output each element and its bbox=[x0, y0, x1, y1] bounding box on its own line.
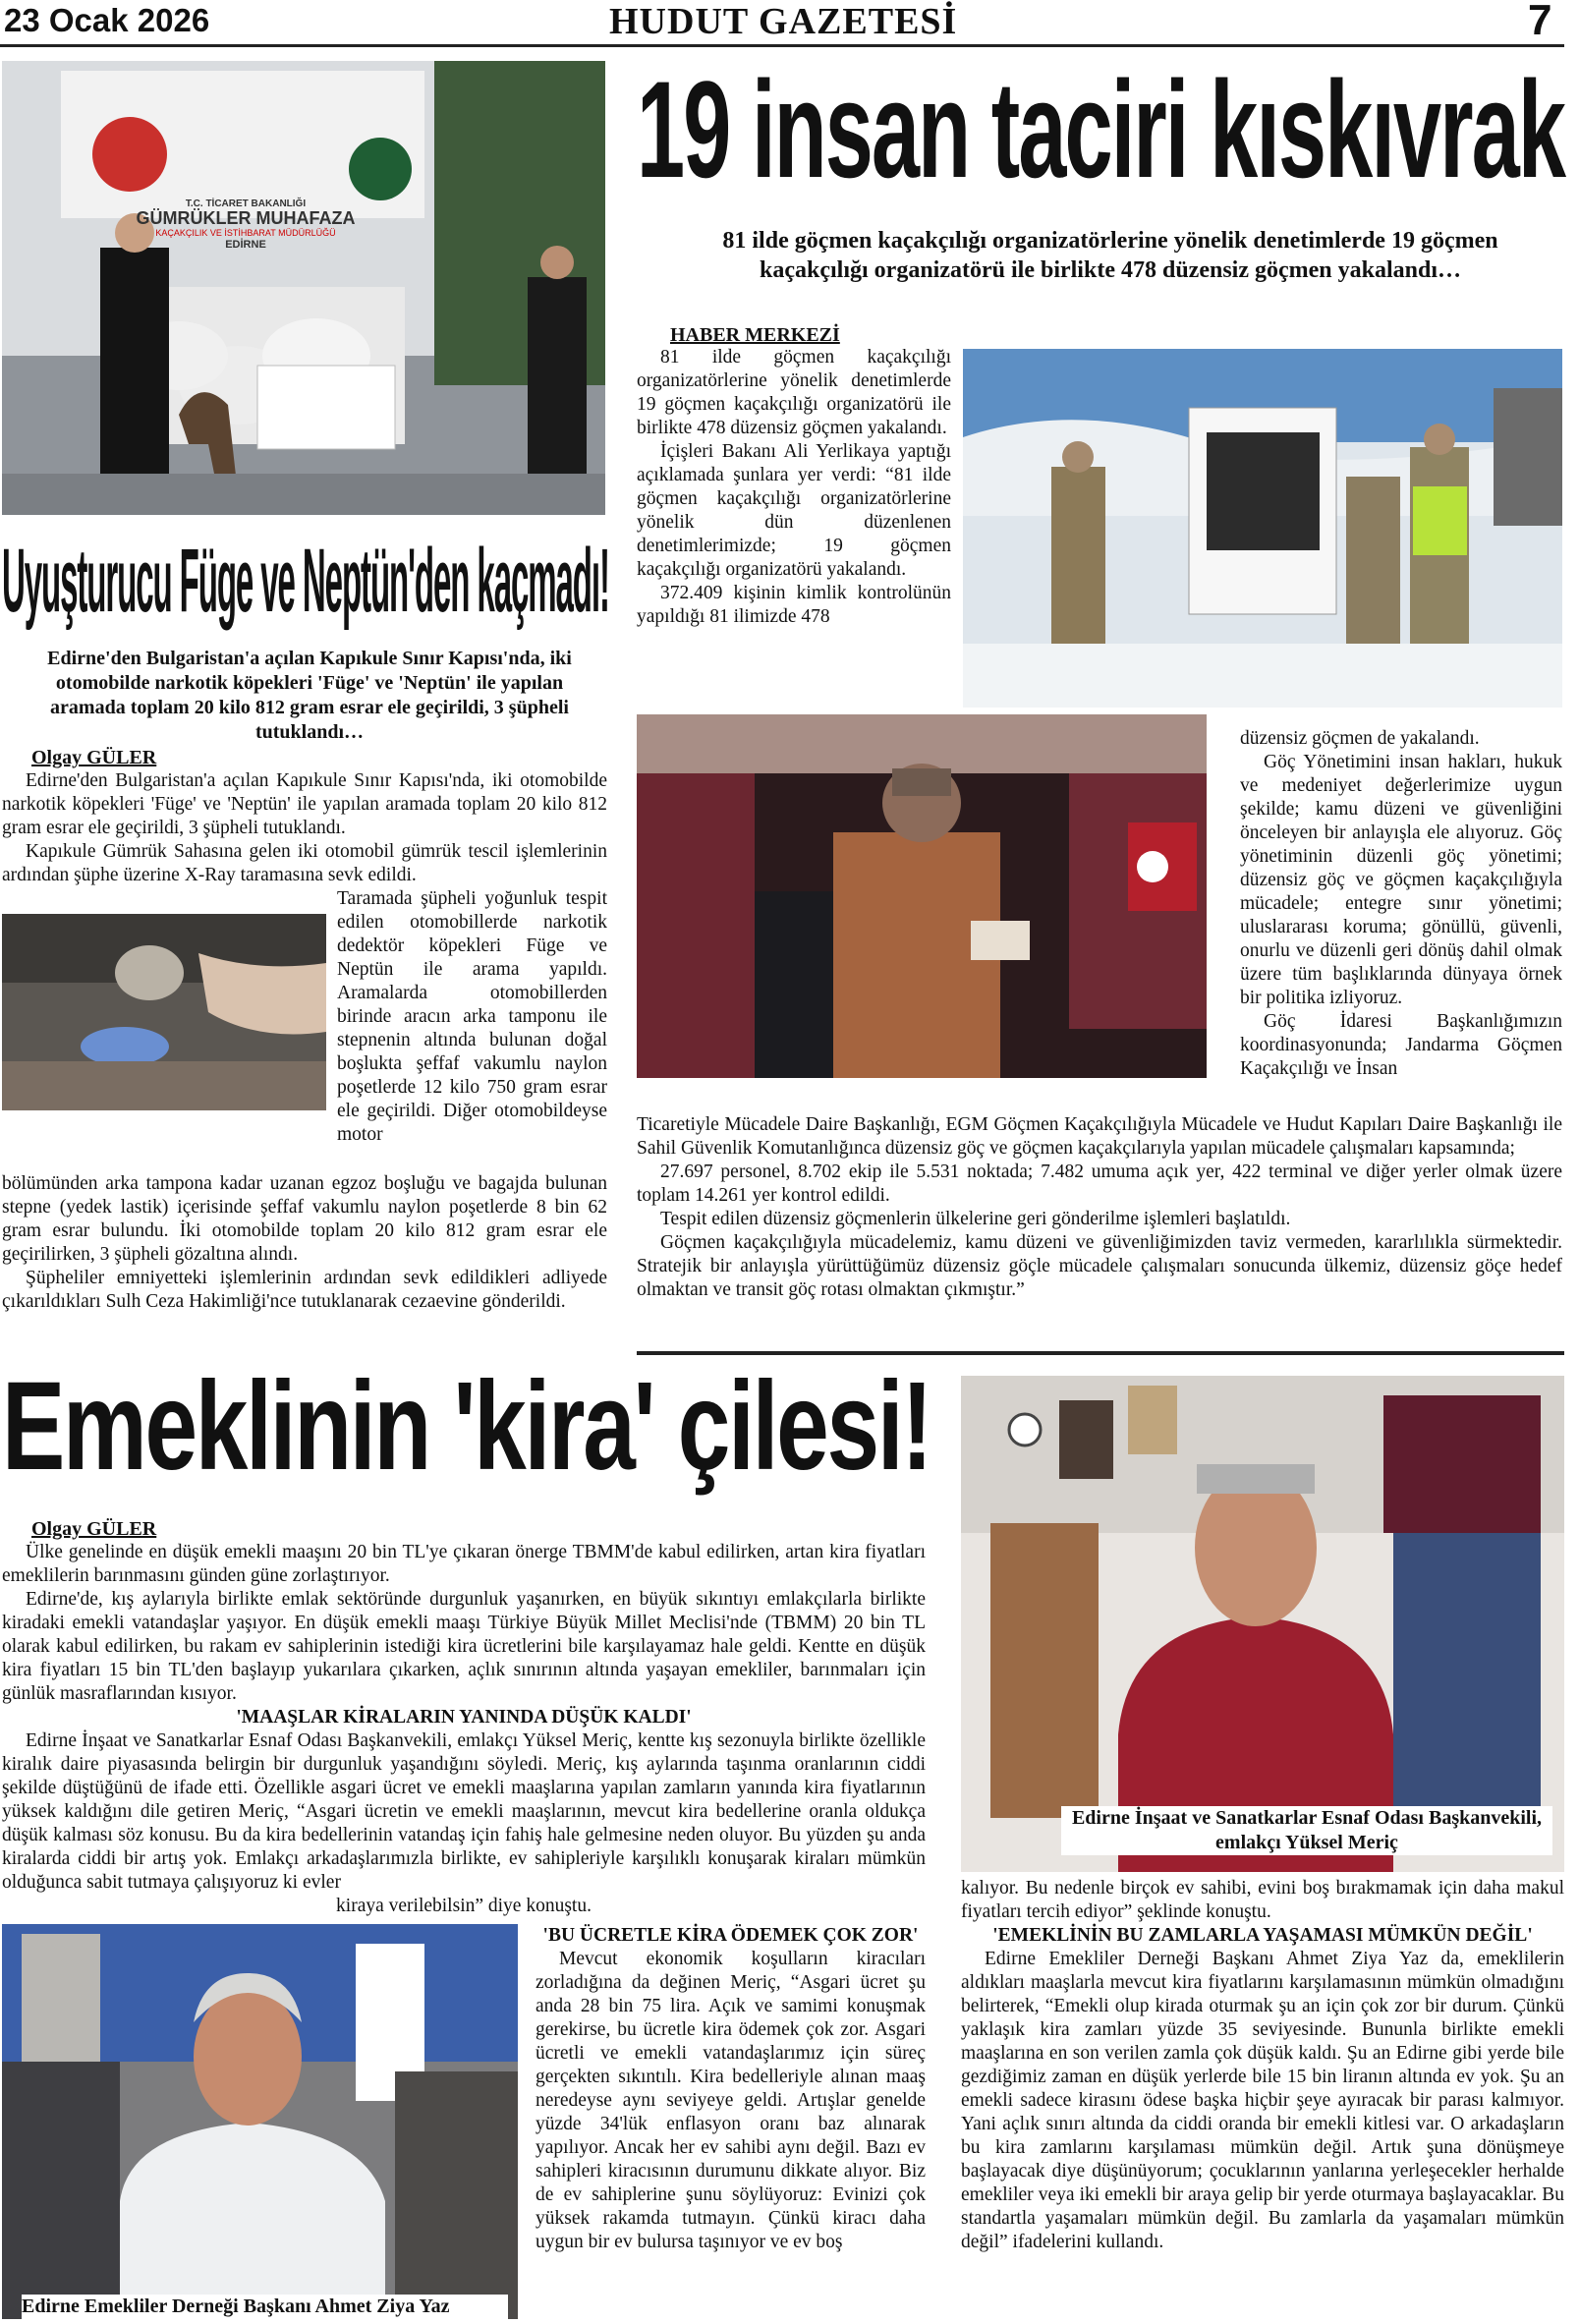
hidden-drugs-photo bbox=[2, 914, 326, 1110]
meric-photo-caption: Edirne İnşaat ve Sanatkarlar Esnaf Odası Başkanvekili, emlakçı Yüksel Meriç bbox=[1061, 1806, 1552, 1855]
story2-paragraph: İçişleri Bakanı Ali Yerlikaya yaptığı açıklamada şunlara yer verdi: “81 ilde göçmen kaçakçılığı organizatörlerine yönelik dün düzenlenen denetimlerimizde; 19 göçmen kaçakçılığı organizatörü yakalandı. bbox=[637, 441, 951, 580]
story1-paragraph: Taramada şüpheli yoğunluk tespit edilen otomobillerde narkotik dedektör köpekleri Füge ve Neptün ile arama yapıldı. Aramalarda otomobillerden birinde aracın arka tamponu ile stepnenin altında bulunan doğal boşlukta şeffaf vakumlu naylon poşetlerde 12 kilo 750 gram esrar ele geçirildi. Diğer otomobildeyse motor bbox=[337, 888, 607, 1145]
section-divider bbox=[637, 1351, 1564, 1355]
story1-body-top bbox=[2, 769, 607, 887]
story3-paragraph: Mevcut ekonomik koşulların kiracıları zorladığına da değinen Meriç, “Asgari ücret şu anda 28 bin 75 lira. Açık ve samimi konuşmak gerekirse, bu ücretle kira ödemek çok zor. Asgari ücretli ve emekli vatandaşlarımız için süreç gerçekten sıkıntılı. Kira bedelleriyle alınan maaş neredeyse aynı seviyeye geldi. Artışlar genelde yüzde 34'lük enflasyon oranı baz alınarak yapılıyor. Ancak her ev sahibi aynı değil. Bazı ev sahipleri kiracısının durumunu dikkate alıyor. Biz de ev sahiplerine şunu söylüyoruz: Evinizi çok yüksek rakamda tutmayın. Çünkü kiracı daha uygun bir ev bulursa taşınıyor ve ev boş bbox=[536, 1949, 926, 2252]
story2-deck: 81 ilde göçmen kaçakçılığı organizatörlerine yönelik denetimlerde 19 göçmen kaçakçılığı organizatörü ile birlikte 478 düzensiz göçmen yakalandı… bbox=[722, 228, 1498, 283]
newspaper-name: HUDUT GAZETESİ bbox=[609, 1, 958, 42]
story3-paragraph: Edirne'de, kış aylarıyla birlikte emlak sektöründe durgunluk yaşanırken, en büyük sıkıntıyı emlakçılarla birlikte kiradaki emekli vatandaşlar yaşıyor. En düşük emekli maaşı Türkiye Büyük Millet Meclisi'nde (TBMM) 20 bin TL olarak kabul edilirken, bu rakam ev sahiplerinin istediği kira ücretlerini bile karşılayamaz hale geldi. Kentte en düşük kira fiyatları 15 bin TL'den başlayıp yukarılara çıkarken, açlık sınırının altında yaşayan emekliler, barınmaları için günlük masraflarından kısıyor. bbox=[2, 1589, 926, 1704]
story2-paragraph: 81 ilde göçmen kaçakçılığı organizatörlerine yönelik denetimlerde 19 göçmen kaçakçılığı organizatörü ile birlikte 478 düzensiz göçmen yakalandı. bbox=[637, 347, 951, 438]
yuksel-meric-photo bbox=[961, 1376, 1564, 1872]
story2-paragraph: düzensiz göçmen de yakalandı. bbox=[1240, 728, 1480, 749]
banner-ministry: T.C. TİCARET BAKANLIĞI bbox=[185, 198, 307, 209]
story2-paragraph: 372.409 kişinin kimlik kontrolünün yapıldığı 81 ilimizde 478 bbox=[637, 583, 951, 627]
yaz-photo-caption: Edirne Emekliler Derneği Başkanı Ahmet Ziya Yaz bbox=[22, 2295, 508, 2319]
story3-subheading: 'EMEKLİNİN BU ZAMLARLA YAŞAMASI MÜMKÜN DEĞİL' bbox=[992, 1925, 1533, 1946]
story1-body-wrap bbox=[337, 887, 607, 1147]
story2-byline: HABER MERKEZİ bbox=[670, 324, 840, 346]
story2-body-right bbox=[1240, 727, 1562, 1081]
gendarmerie-snow-photo bbox=[963, 349, 1562, 708]
story3-subheading: 'MAAŞLAR KİRALARIN YANINDA DÜŞÜK KALDI' bbox=[236, 1707, 692, 1728]
story2-body-bottom bbox=[637, 1113, 1562, 1302]
story3-paragraph: kalıyor. Bu nedenle birçok ev sahibi, evini boş bırakmamak için daha makul fiyatları tercih ediyor” şeklinde konuştu. bbox=[961, 1878, 1564, 1922]
story2-paragraph: Göç İdaresi Başkanlığımızın koordinasyonunda; Jandarma Göçmen Kaçakçılığı ve İnsan bbox=[1240, 1011, 1562, 1079]
masthead-date: 23 Ocak 2026 bbox=[4, 2, 210, 38]
bus-inspection-photo bbox=[637, 714, 1207, 1078]
story3-paragraph: Edirne İnşaat ve Sanatkarlar Esnaf Odası Başkanvekili, emlakçı Yüksel Meriç, kentte kış sezonuyla birlikte özellikle kiralık daire piyasasında belirgin bir durgunluk yaşandığını söyledi. Meriç, kış aylarında taşınma oranlarının ciddi şekilde düştüğünü de ifade etti. Özellikle asgari ücret ve emekli maaşlarına yapılan zamların yanında kira fiyatlarının yüksek kaldığını dile getiren Meriç, “Asgari ücretin ve emekli maaşlarının, mevcut kira bedellerine oranla oldukça düşük kalması söz konusu. Bu da kira bedellerinin vatandaş için fahiş hale gelmesine neden oluyor. Bu yüzden şu anda kiralarda ciddi bir artış yok. Emlakçı arkadaşlarımızla birlikte, ev sahipleriyle karşılıklı konuşarak kiraları mümkün olduğunca sabit tutmaya çalışıyoruz ki evler bbox=[2, 1730, 926, 1893]
ahmet-ziya-yaz-photo bbox=[2, 1924, 518, 2319]
page-number: 7 bbox=[1528, 0, 1552, 44]
story1-paragraph: Kapıkule Gümrük Sahasına gelen iki otomobil gümrük tescil işlemlerinin ardından şüphe üzerine X-Ray taramasına sevk edildi. bbox=[2, 841, 607, 885]
story1-body-bottom bbox=[2, 1172, 607, 1314]
story3-body-middle bbox=[536, 1924, 926, 2254]
story2-paragraph: Göç Yönetimini insan hakları, hukuk ve medeniyet değerlerimize uygun şekilde; kamu düzeni ve güvenliğini önceleyen bir anlayışla ele alıyoruz. Göç yönetiminin düzenli göç yönetimi; düzensiz göç ve göçmen kaçakçılığıyla mücadele; entegre sınır yönetimi; uluslararası koruma; gönüllü, güvenli, onurlu ve düzenli geri dönüş dahil olmak üzere tüm başlıklarında dünyaya örnek bir politika izliyoruz. bbox=[1240, 752, 1562, 1008]
story1-deck: Edirne'den Bulgaristan'a açılan Kapıkule Sınır Kapısı'nda, iki otomobilde narkotik köpekleri 'Füge' ve 'Neptün' ile yapılan aramada toplam 20 kilo 812 gram esrar ele geçirildi, 3 şüpheli tutuklandı… bbox=[47, 648, 572, 743]
masthead-rule bbox=[0, 44, 1564, 47]
story3-body-top bbox=[2, 1541, 926, 1918]
story3-byline: Olgay GÜLER bbox=[31, 1518, 157, 1540]
story2-paragraph: 27.697 personel, 8.702 ekip ile 5.531 noktada; 7.482 umuma açık yer, 422 terminal ve diğer yerler olmak üzere toplam 14.261 yer kontrol edildi. bbox=[637, 1162, 1562, 1206]
story1-byline: Olgay GÜLER bbox=[31, 747, 157, 768]
story2-body-column bbox=[637, 346, 951, 629]
story3-headline: Emeklinin 'kira' çilesi! bbox=[2, 1356, 931, 1497]
story3-body-right bbox=[961, 1877, 1564, 2254]
banner-department: KAÇAKÇILIK VE İSTİHBARAT MÜDÜRLÜĞÜ bbox=[155, 227, 336, 238]
story1-paragraph: Edirne'den Bulgaristan'a açılan Kapıkule Sınır Kapısı'nda, iki otomobilde narkotik köpekleri 'Füge' ve 'Neptün' ile yapılan aramada toplam 20 kilo 812 gram esrar ele geçirildi, 3 şüpheli tutuklandı. bbox=[2, 770, 607, 838]
story3-paragraph: kiraya verilebilsin” diye konuştu. bbox=[336, 1896, 592, 1916]
story3-paragraph: Ülke genelinde en düşük emekli maaşını 20 bin TL'ye çıkaran önerge TBMM'de kabul edilirken, artan kira fiyatları emeklilerin barınmasını günden güne zorlaştırıyor. bbox=[2, 1542, 926, 1586]
banner-agency: GÜMRÜKLER MUHAFAZA bbox=[136, 208, 356, 228]
story2-paragraph: Ticaretiyle Mücadele Daire Başkanlığı, EGM Göçmen Kaçakçılığıyla Mücadele ve Hudut Kapıları Daire Başkanlığı ile Sahil Güvenlik Komutanlığınca düzensiz göç ve göçmen kaçakçılarıyla yapılan mücadele çalışmaları kapsamında; bbox=[637, 1114, 1562, 1159]
story3-paragraph: Edirne Emekliler Derneği Başkanı Ahmet Ziya Yaz da, emeklilerin aldıkları maaşlarla mevcut kira fiyatlarını karşılamasının mümkün olmadığını belirterek, “Emekli olup kirada oturmak şu an için çok zor bir durum. Çünkü yaklaşık kira zamları yüzde 35 seviyesinde. Bununla birlikte emekli maaşlarına en son verilen zamla çok düşük kaldı. Şu an Edirne gibi yerde bile gezdiğimiz zaman en düşük yerlerde bile 15 bin liranın altında ev yok. Şu an emekli sadece kirasını ödese başka hiçbir şeye ayıracak bir parası kalmıyor. Yani açlık sınırı altında da ciddi oranda bir emekli kitlesi var. O arkadaşların bu kira zamlarını karşılaması mümkün değil. Artık şuna dönüşmeye başlayacak diye düşünüyorum; çocuklarının yanlarına yerleşecekler herhalde emekliler veya iki emekli bir araya gelip bir yerde oturmaya başlayacaklar. Bu standartla yaşamaları mümkün değil. Bu zamlarla da yaşamaları mümkün değil” ifadelerini kullandı. bbox=[961, 1949, 1564, 2252]
story1-paragraph: bölümünden arka tampona kadar uzanan egzoz boşluğu ve bagajda bulunan stepne (yedek lastik) içerisinde şeffaf vakumlu naylon poşetlerde 8 bin 62 gram esrar bulundu. İki otomobilde toplam 20 kilo 812 gram esrar ele geçirilirken, 3 şüpheli gözaltına alındı. bbox=[2, 1173, 607, 1265]
story2-headline: 19 insan taciri kıskıvrak bbox=[637, 52, 1565, 206]
customs-seizure-photo bbox=[2, 61, 605, 515]
banner-city: EDİRNE bbox=[225, 238, 266, 251]
story3-subheading: 'BU ÜCRETLE KİRA ÖDEMEK ÇOK ZOR' bbox=[542, 1925, 919, 1946]
story2-paragraph: Tespit edilen düzensiz göçmenlerin ülkelerine geri gönderilme işlemleri başlatıldı. bbox=[660, 1209, 1291, 1229]
story1-paragraph: Şüpheliler emniyetteki işlemlerinin ardından sevk edildikleri adliyede çıkarıldıkları Sulh Ceza Hakimliği'nce tutuklanarak cezaevine gönderildi. bbox=[2, 1268, 607, 1312]
story1-headline: Uyuşturucu Füge ve Neptün'den kaçmadı! bbox=[2, 531, 609, 631]
story2-paragraph: Göçmen kaçakçılığıyla mücadelemiz, kamu düzeni ve güvenliğimizden taviz vermeden, kararlılıkla sürmektedir. Stratejik bir anlayışla yürüttüğümüz düzensiz göçle mücadele çalışmaları sonucunda ülkemiz, düzensiz göçe hedef olmaktan ve transit göç rotası olmaktan çıkmıştır.” bbox=[637, 1232, 1562, 1300]
